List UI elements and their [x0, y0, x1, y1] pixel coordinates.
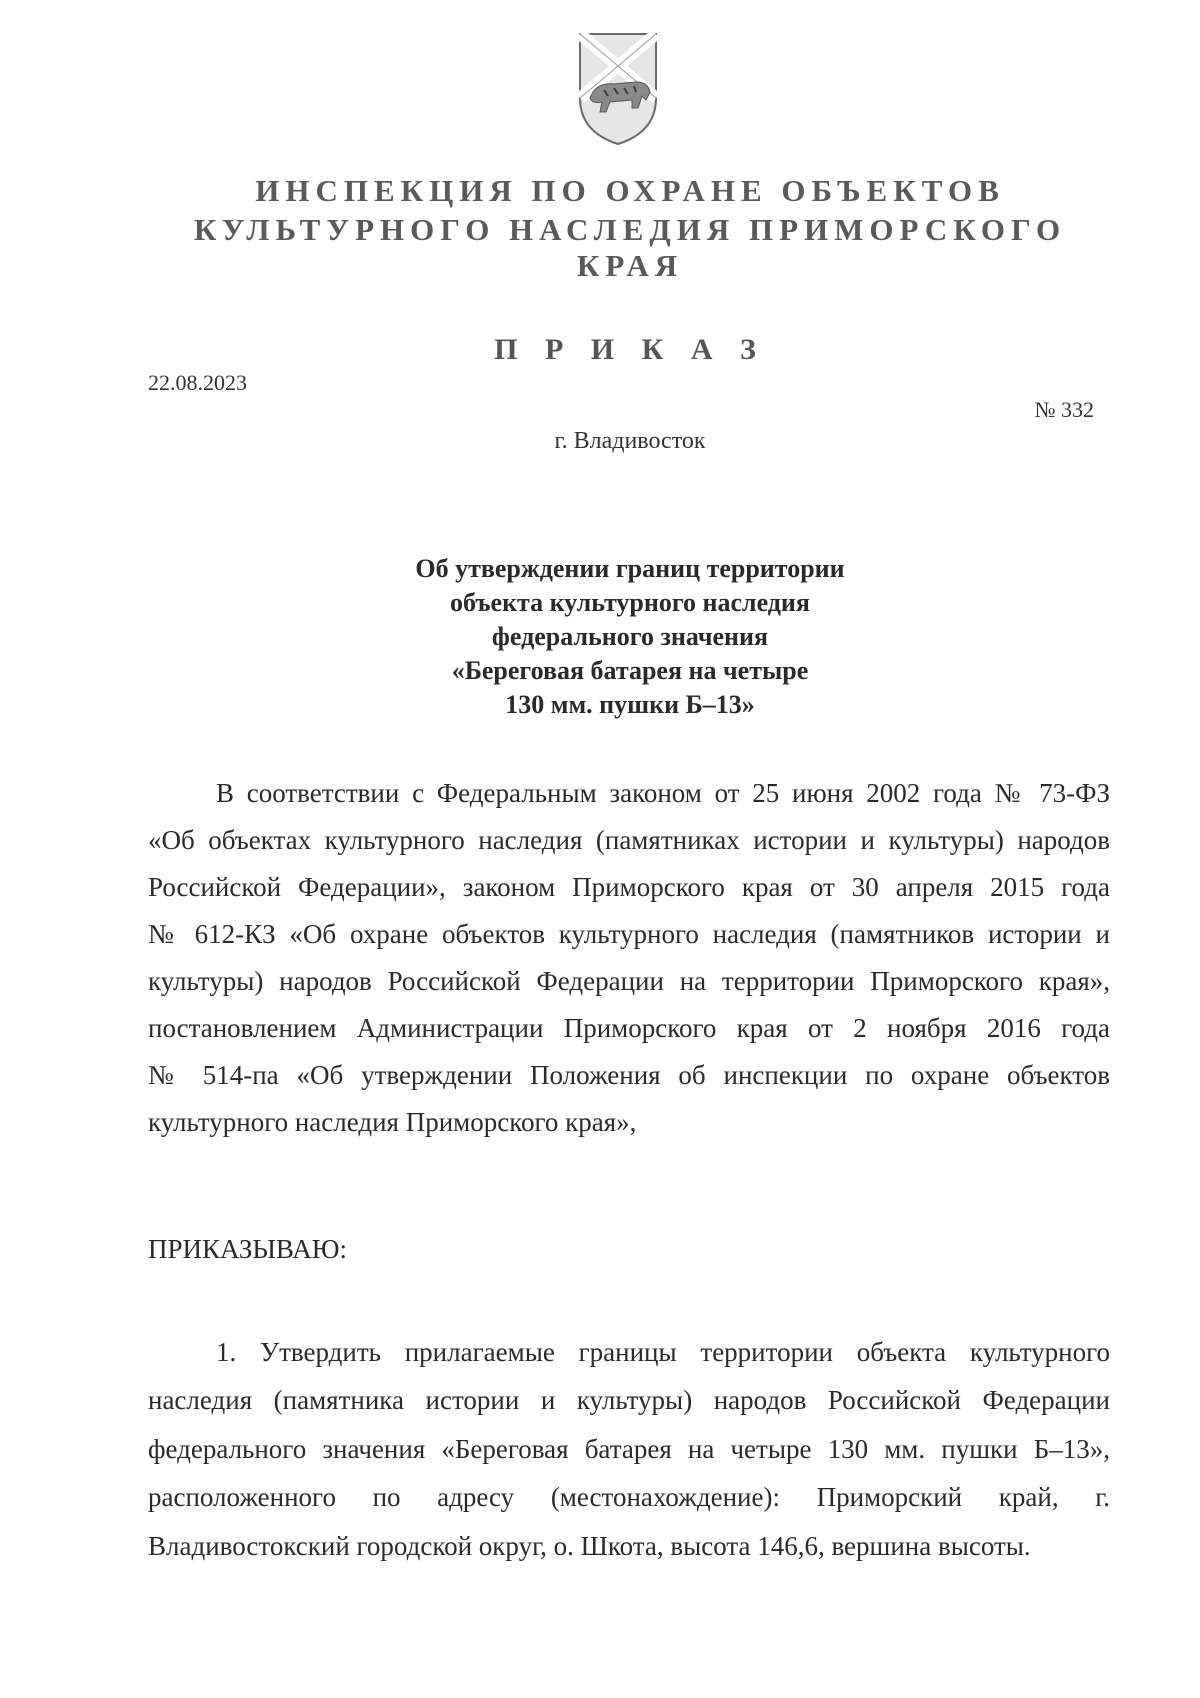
preamble-line: постановлением Администрации Приморского края от 2 ноября 2016 года — [148, 1013, 1110, 1043]
org-name-line1: ИНСПЕКЦИЯ ПО ОХРАНЕ ОБЪЕКТОВ — [255, 173, 1005, 208]
order-number: № 332 — [1034, 397, 1094, 422]
item-1-line: федерального значения «Береговая батарея на четыре 130 мм. пушки Б–13», — [148, 1434, 1110, 1464]
subject-line: «Береговая батарея на четыре — [451, 656, 809, 685]
primorsky-krai-coat-of-arms — [574, 28, 662, 148]
order-city: г. Владивосток — [554, 428, 706, 454]
item-1-line: расположенного по адресу (местонахождение): Приморский край, г. — [148, 1482, 1110, 1512]
order-title: П Р И К А З — [494, 333, 766, 366]
preamble-line: Российской Федерации», законом Приморского края от 30 апреля 2015 года — [148, 872, 1110, 902]
subject-line: 130 мм. пушки Б–13» — [505, 690, 755, 719]
item-1-line: 1. Утвердить прилагаемые границы территории объекта культурного — [216, 1337, 1110, 1367]
subject-line: объекта культурного наследия — [450, 588, 810, 617]
subject-line: федерального значения — [491, 622, 769, 651]
org-name-line2: КУЛЬТУРНОГО НАСЛЕДИЯ ПРИМОРСКОГО КРАЯ — [193, 212, 1067, 283]
preamble-line: В соответствии с Федеральным законом от 25 июня 2002 года № 73-ФЗ — [216, 778, 1110, 808]
item-1-line: Владивостокский городской округ, о. Шкота, высота 146,6, вершина высоты. — [148, 1531, 1031, 1561]
preamble-line: № 514-па «Об утверждении Положения об инспекции по охране объектов — [148, 1060, 1110, 1090]
subject-line: Об утверждении границ территории — [415, 554, 845, 583]
preamble-line: «Об объектах культурного наследия (памятниках истории и культуры) народов — [148, 825, 1110, 855]
preamble-line: № 612-КЗ «Об охране объектов культурного наследия (памятников истории и — [148, 919, 1110, 949]
item-1-line: наследия (памятника истории и культуры) народов Российской Федерации — [148, 1385, 1110, 1415]
order-subject — [330, 552, 930, 722]
preamble-line: культуры) народов Российской Федерации на территории Приморского края», — [148, 966, 1110, 996]
order-date: 22.08.2023 — [148, 370, 247, 395]
preamble-line: культурного наследия Приморского края», — [148, 1107, 637, 1137]
order-directive-word: ПРИКАЗЫВАЮ: — [148, 1234, 347, 1264]
